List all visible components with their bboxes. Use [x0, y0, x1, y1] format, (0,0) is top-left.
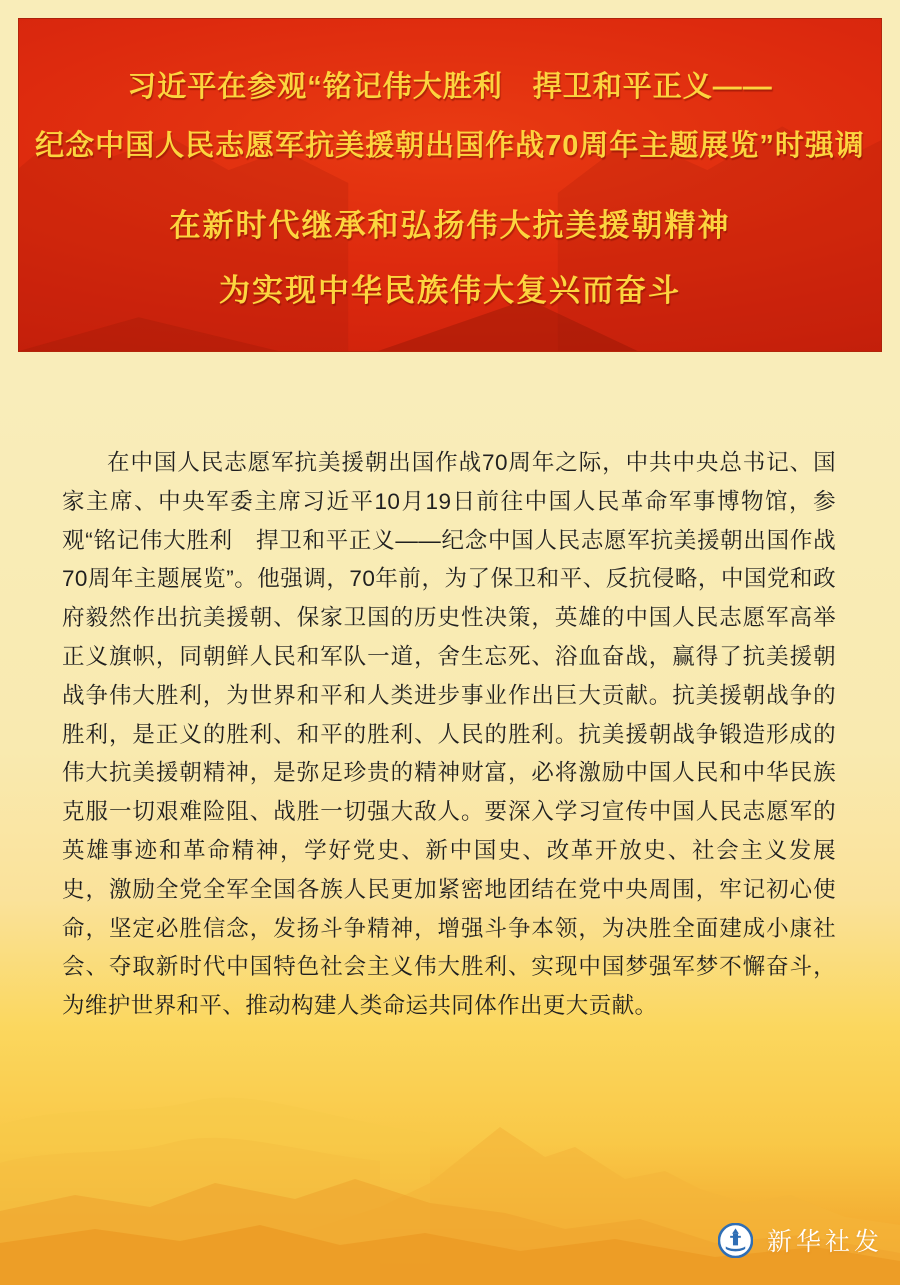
headline-subtitle-1: 在新时代继承和弘扬伟大抗美援朝精神	[169, 207, 731, 243]
article-body	[62, 444, 836, 1026]
footer-credit	[718, 1222, 883, 1258]
headline-subtitle-2: 为实现中华民族伟大复兴而奋斗	[219, 273, 681, 309]
xinhua-emblem-icon	[718, 1223, 753, 1258]
credit-text: 新华社发	[767, 1228, 884, 1256]
headline-line-1: 习近平在参观“铭记伟大胜利 捍卫和平正义——	[127, 71, 773, 103]
headline-line-2: 纪念中国人民志愿军抗美援朝出国作战70周年主题展览”时强调	[35, 130, 865, 163]
header-banner	[18, 18, 882, 352]
article-paragraph: 在中国人民志愿军抗美援朝出国作战70周年之际，中共中央总书记、国家主席、中央军委主席习近平10月19日前往中国人民革命军事博物馆，参观“铭记伟大胜利 捍卫和平正义——纪念中国人民志愿军抗美援朝出国作战70周年主题展览”。他强调，70年前，为了保卫和平、反抗侵略，中国党和政府毅然作出抗美援朝、保家卫国的历史性决策，英雄的中国人民志愿军高举正义旗帜，同朝鲜人民和军队一道，舍生忘死、浴血奋战，赢得了抗美援朝战争伟大胜利，为世界和平和人类进步事业作出巨大贡献。抗美援朝战争的胜利，是正义的胜利、和平的胜利、人民的胜利。抗美援朝战争锻造形成的伟大抗美援朝精神，是弥足珍贵的精神财富，必将激励中国人民和中华民族克服一切艰难险阻、战胜一切强大敌人。要深入学习宣传中国人民志愿军的英雄事迹和革命精神，学好党史、新中国史、改革开放史、社会主义发展史，激励全党全军全国各族人民更加紧密地团结在党中央周围，牢记初心使命，坚定必胜信念，发扬斗争精神，增强斗争本领，为决胜全面建成小康社会、夺取新时代中国特色社会主义伟大胜利、实现中国梦强军梦不懈奋斗，为维护世界和平、推动构建人类命运共同体作出更大贡献。	[62, 450, 836, 1019]
